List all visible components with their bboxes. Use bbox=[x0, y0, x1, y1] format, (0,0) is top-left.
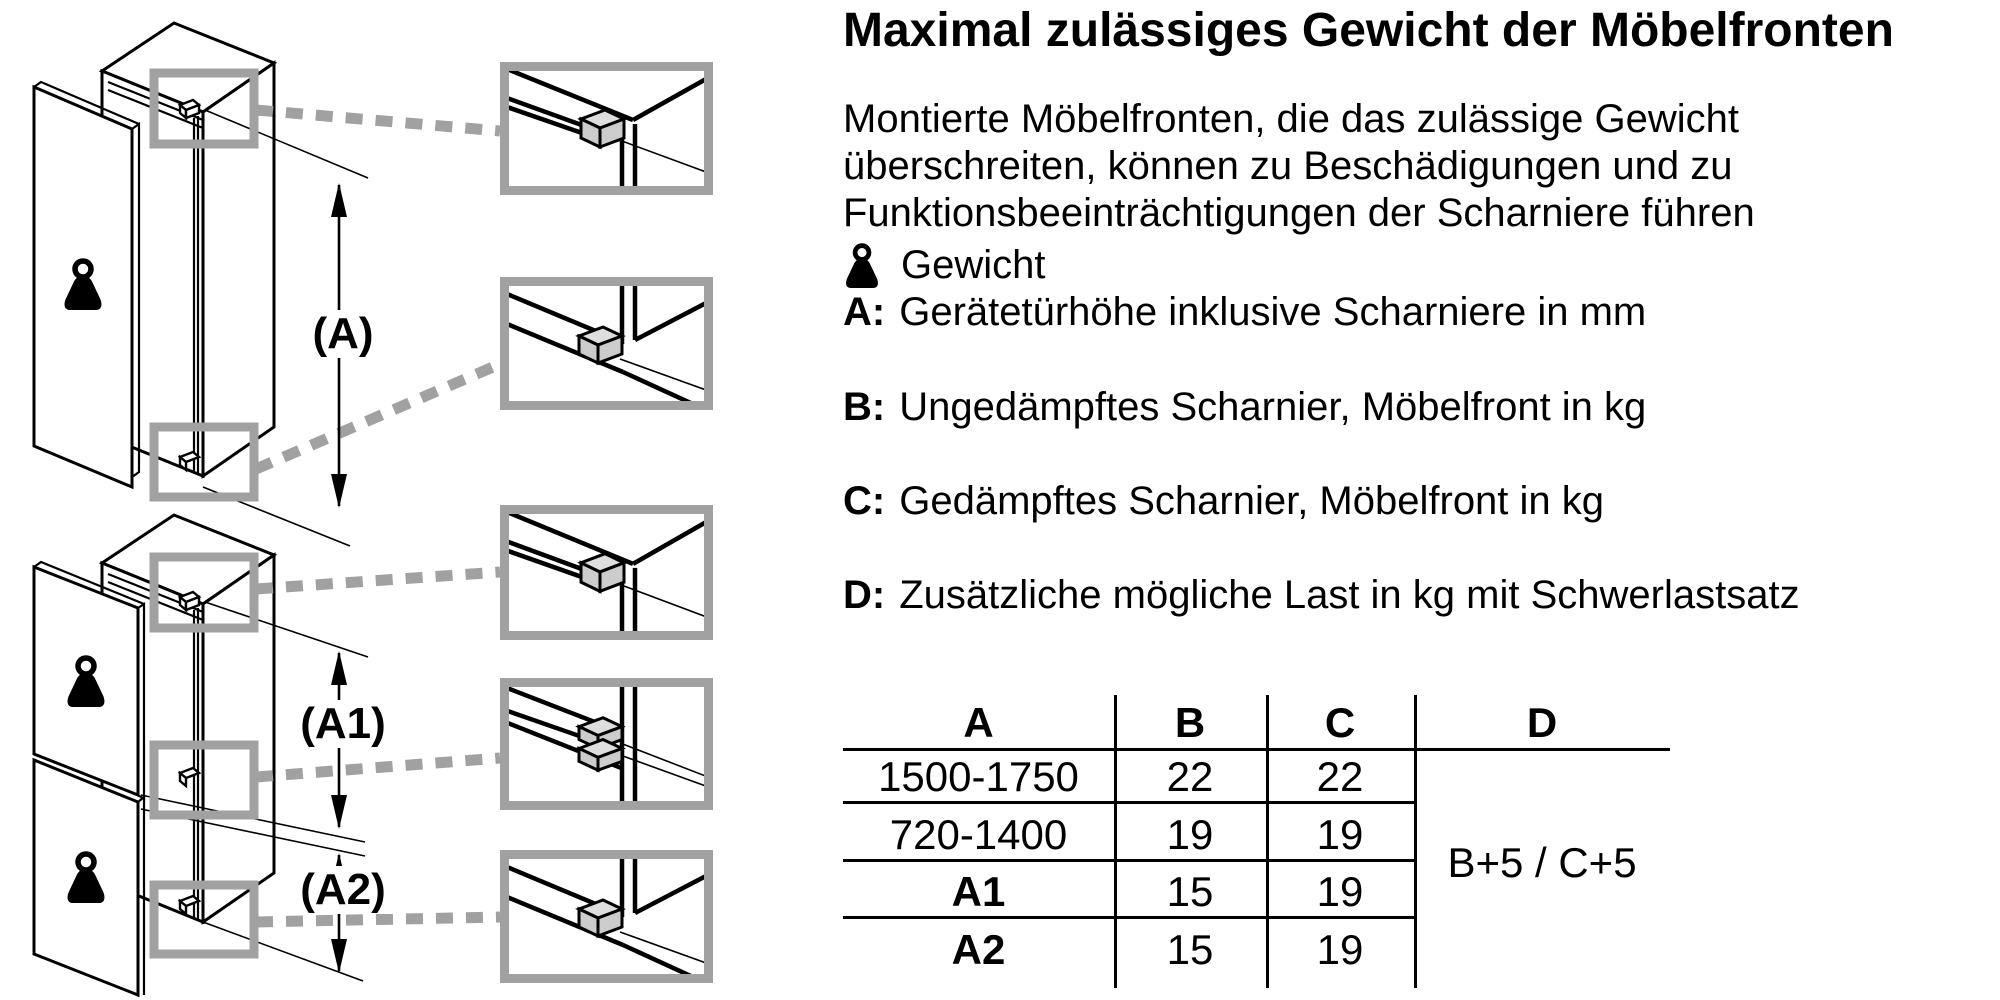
table-cell: A2 bbox=[951, 926, 1006, 973]
table-cell-d-merged: B+5 / C+5 bbox=[1447, 839, 1637, 886]
table-cell: 1500-1750 bbox=[878, 753, 1079, 800]
legend-key: A: bbox=[843, 290, 886, 334]
table-cell: 19 bbox=[1316, 868, 1364, 915]
legend-text: Gedämpftes Scharnier, Möbelfront in kg bbox=[899, 479, 1605, 523]
table-cell: 15 bbox=[1166, 868, 1214, 915]
furniture-front-panel bbox=[34, 82, 139, 487]
legend-text: Gerätetürhöhe inklusive Scharniere in mm bbox=[899, 290, 1647, 334]
table-cell: A1 bbox=[951, 868, 1006, 915]
table-rule bbox=[843, 859, 1414, 862]
table-header-D: D bbox=[1526, 699, 1558, 746]
dashed-connector-bottom bbox=[256, 917, 500, 922]
table-cell: 720-1400 bbox=[889, 811, 1068, 858]
detail-box-middle-hinge bbox=[500, 678, 713, 810]
legend-weight bbox=[843, 240, 1046, 290]
legend-item-A bbox=[843, 290, 1646, 335]
intro-paragraph bbox=[843, 96, 1755, 237]
weight-icon bbox=[843, 243, 881, 288]
table-header-A: A bbox=[963, 699, 994, 746]
dashed-connector-middle bbox=[256, 758, 500, 777]
table-rule bbox=[843, 916, 1414, 919]
table-rule bbox=[843, 801, 1414, 804]
table-header-B: B bbox=[1174, 699, 1206, 746]
top-hinge bbox=[180, 592, 199, 610]
dashed-connector-top bbox=[256, 110, 500, 131]
detail-box-bottom-hinge bbox=[500, 277, 713, 410]
dashed-connector-top bbox=[256, 572, 500, 589]
top-hinge bbox=[180, 100, 199, 118]
intro-line: überschreiten, können zu Beschädigungen und zu bbox=[843, 144, 1733, 188]
table-cell: 22 bbox=[1166, 753, 1214, 800]
legend-item-C bbox=[843, 479, 1604, 524]
lower-appliance-diagram bbox=[0, 505, 500, 1000]
dimension-label-A: (A) bbox=[299, 310, 387, 358]
legend-item-D bbox=[843, 573, 1800, 618]
legend-key: B: bbox=[843, 385, 886, 429]
detail-box-top-hinge bbox=[500, 62, 713, 195]
detail-box-bottom-hinge bbox=[500, 850, 713, 983]
legend-key: C: bbox=[843, 479, 886, 523]
page-title: Maximal zulässiges Gewicht der Möbelfronten bbox=[843, 4, 1894, 57]
dimension-label-A1: (A1) bbox=[289, 700, 397, 748]
upper-appliance-diagram bbox=[0, 10, 500, 560]
legend-key: D: bbox=[843, 573, 886, 617]
legend-text: Ungedämpftes Scharnier, Möbelfront in kg bbox=[899, 385, 1647, 429]
table-cell: 19 bbox=[1316, 926, 1364, 973]
dimension-label-A2: (A2) bbox=[289, 866, 397, 914]
intro-line: Montierte Möbelfronten, die das zulässige Gewicht bbox=[843, 97, 1740, 141]
dashed-connector-bottom bbox=[256, 364, 500, 469]
legend-weight-label: Gewicht bbox=[901, 242, 1046, 287]
detail-box-top-hinge bbox=[500, 505, 713, 640]
intro-line: Funktionsbeeinträchtigungen der Scharniere führen bbox=[843, 191, 1755, 235]
legend-text: Zusätzliche mögliche Last in kg mit Schwerlastsatz bbox=[899, 573, 1800, 617]
table-cell: 22 bbox=[1316, 753, 1364, 800]
table-cell: 19 bbox=[1166, 811, 1214, 858]
legend-item-B bbox=[843, 385, 1646, 430]
table-cell: 15 bbox=[1166, 926, 1214, 973]
upper-furniture-front-panel bbox=[34, 562, 144, 799]
table-rule bbox=[843, 748, 1670, 751]
table-cell: 19 bbox=[1316, 811, 1364, 858]
table-header-C: C bbox=[1324, 699, 1356, 746]
